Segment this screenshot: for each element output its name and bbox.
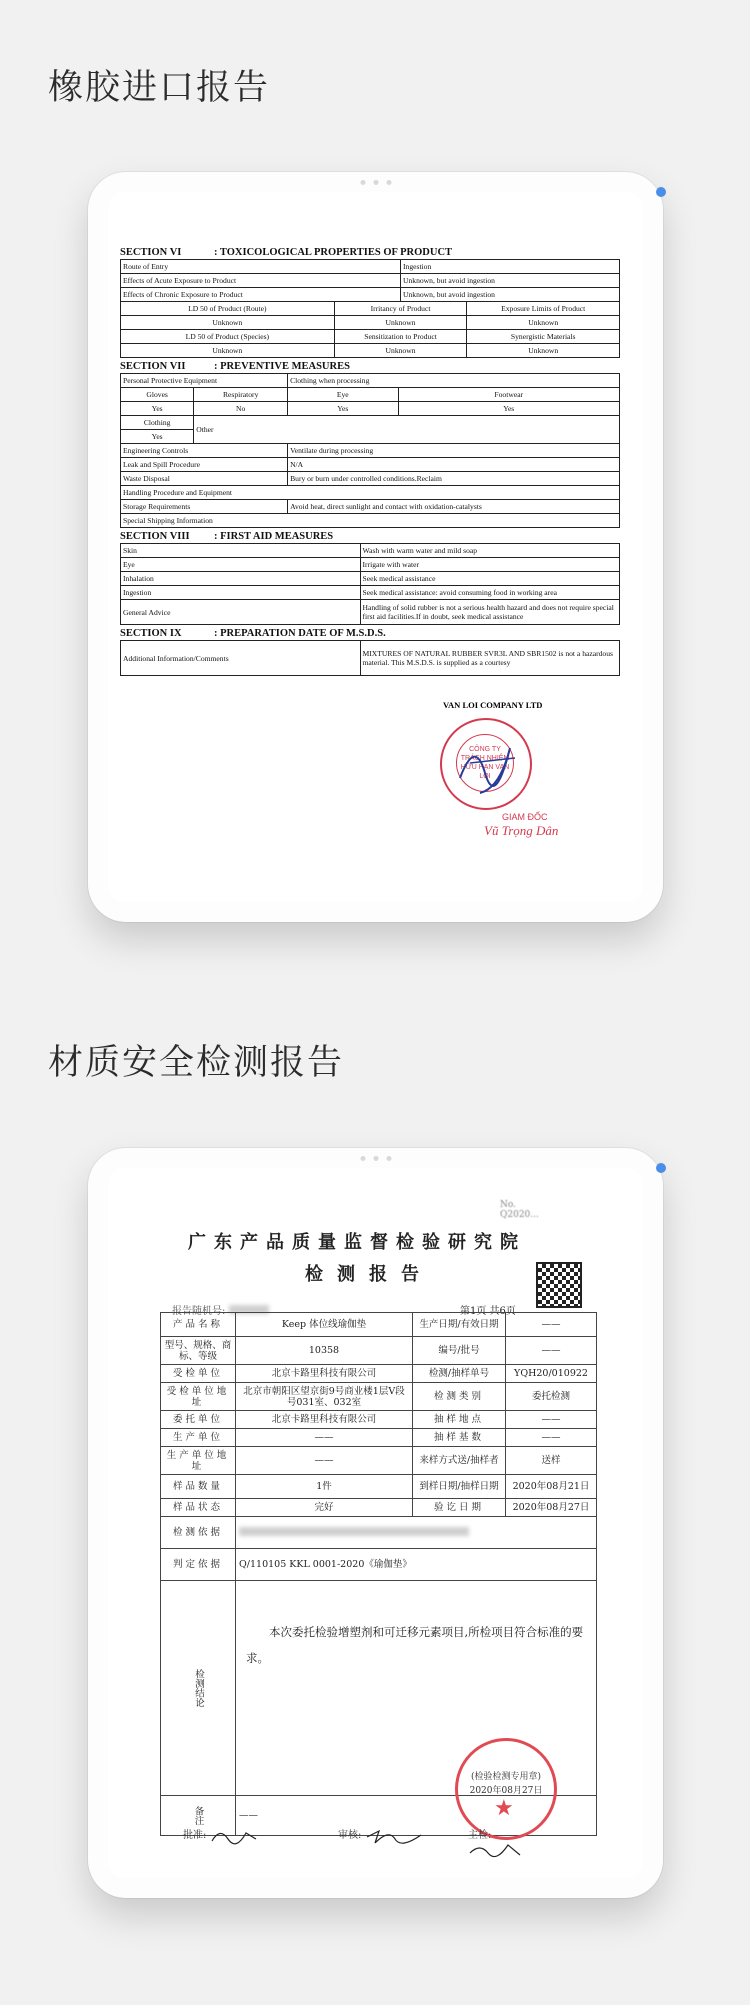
main-sign: 主检: <box>468 1826 535 1859</box>
preventive-table: Personal Protective Equipment Clothing when processing Gloves Respiratory Eye Footwear Yes No Yes Yes Clothing Other Yes Engineering Controls Ventilate during processing Leak and Spill Procedure N/A Waste Disposal Bury or burn under controlled conditions.Reclaim Handling Procedure and Equipment Storage Requirements Avoid heat, direct sunlight and contact with oxidation-catalysts Special Shipping Information <box>120 373 620 528</box>
review-sign: 审核: <box>338 1826 425 1845</box>
page-indicator: 第1页 共6页 <box>460 1306 516 1317</box>
section-viii-heading: SECTION VIII : FIRST AID MEASURES <box>120 531 334 542</box>
approve-sign: 批准: <box>183 1826 260 1845</box>
section-heading-rubber: 橡胶进口报告 <box>48 68 271 108</box>
director-name: Vũ Trọng Dân <box>484 823 559 838</box>
seal-text: CÔNG TY TRÁCH NHIỆM HỮU HẠN VAN LOI <box>456 734 514 792</box>
seal-star-icon: ★ <box>494 1796 514 1821</box>
section-vii-heading: SECTION VII : PREVENTIVE MEASURES <box>120 361 350 372</box>
status-dot <box>656 1163 666 1173</box>
section-ix-heading: SECTION IX : PREPARATION DATE OF M.S.D.S. <box>120 628 386 639</box>
report-table: 产品名称 Keep 体位线瑜伽垫 生产日期/有效日期 —— 型号、规格、商标、等级 10358 编号/批号 —— 受检单位 北京卡路里科技有限公司 检测/抽样单号 YQH20/010922 受检单位地址 北京市朝阳区望京街9号商业楼1层Ⅴ段号031室、032室 检测类别 委托检测 委托单位 北京卡路里科技有限公司 抽样地点 —— 生产单位 —— 抽样基数 —— 生产单位地址 —— 来样方式送/抽样者 送样 样品数量 1件 到样日期/抽样日期 2020年08月21日 样品状态 完好 验讫日期 2020年08月27日 检测依据 判定依据 Q/110105 KKL 0001-2020《瑜伽垫》 检测结论 本次委托检验增塑剂和可迁移元素项目,所检项目符合标准的要求。 备注 —— <box>160 1312 597 1836</box>
report-title: 检测报告 <box>305 1264 433 1285</box>
basis-blurred <box>236 1517 597 1549</box>
conclusion-text: 本次委托检验增塑剂和可迁移元素项目,所检项目符合标准的要求。 <box>236 1581 597 1796</box>
toxicology-table: Route of Entry Ingestion Effects of Acute Exposure to Product Unknown, but avoid ingestion Effects of Chronic Exposure to Product Unknown, but avoid ingestion LD 50 of Product (Route) Irritancy of Product Exposure Limits of Product Unknown Unknown Unknown LD 50 of Product (Species) Sensitization to Product Synergistic Materials Unknown Unknown Unknown <box>120 259 620 358</box>
status-dot <box>656 187 666 197</box>
additional-info-table: Additional Information/Comments MIXTURES OF NATURAL RUBBER SVR3L AND SBR1502 is not a hazardous material. This M.S.D.S. is supplied as a courtesy <box>120 640 620 676</box>
director-title: GIAM ĐỐC <box>502 812 548 822</box>
random-no-label: 报告随机号: <box>172 1302 269 1317</box>
seal-date: 2020年08月27日 <box>469 1786 543 1796</box>
company-name: VAN LOI COMPANY LTD <box>443 700 543 710</box>
section-heading-material: 材质安全检测报告 <box>48 1043 345 1083</box>
qr-code <box>536 1262 582 1308</box>
section-vi-heading: SECTION VI : TOXICOLOGICAL PROPERTIES OF PRODUCT <box>120 247 453 258</box>
first-aid-table: Skin Wash with warm water and mild soap Eye Irrigate with water Inhalation Seek medical assistance Ingestion Seek medical assistance: avoid consuming food in working area General Advice Handling of solid rubber is not a serious health hazard and does not require special first aid facilities.If in doubt, seek medical assistance <box>120 543 620 625</box>
institute-name: 广东产品质量监督检验研究院 <box>188 1232 526 1253</box>
seal-caption: (检验检测专用章) <box>470 1772 542 1782</box>
report-number: No. Q2020... <box>500 1200 539 1220</box>
inspection-seal <box>455 1738 557 1840</box>
